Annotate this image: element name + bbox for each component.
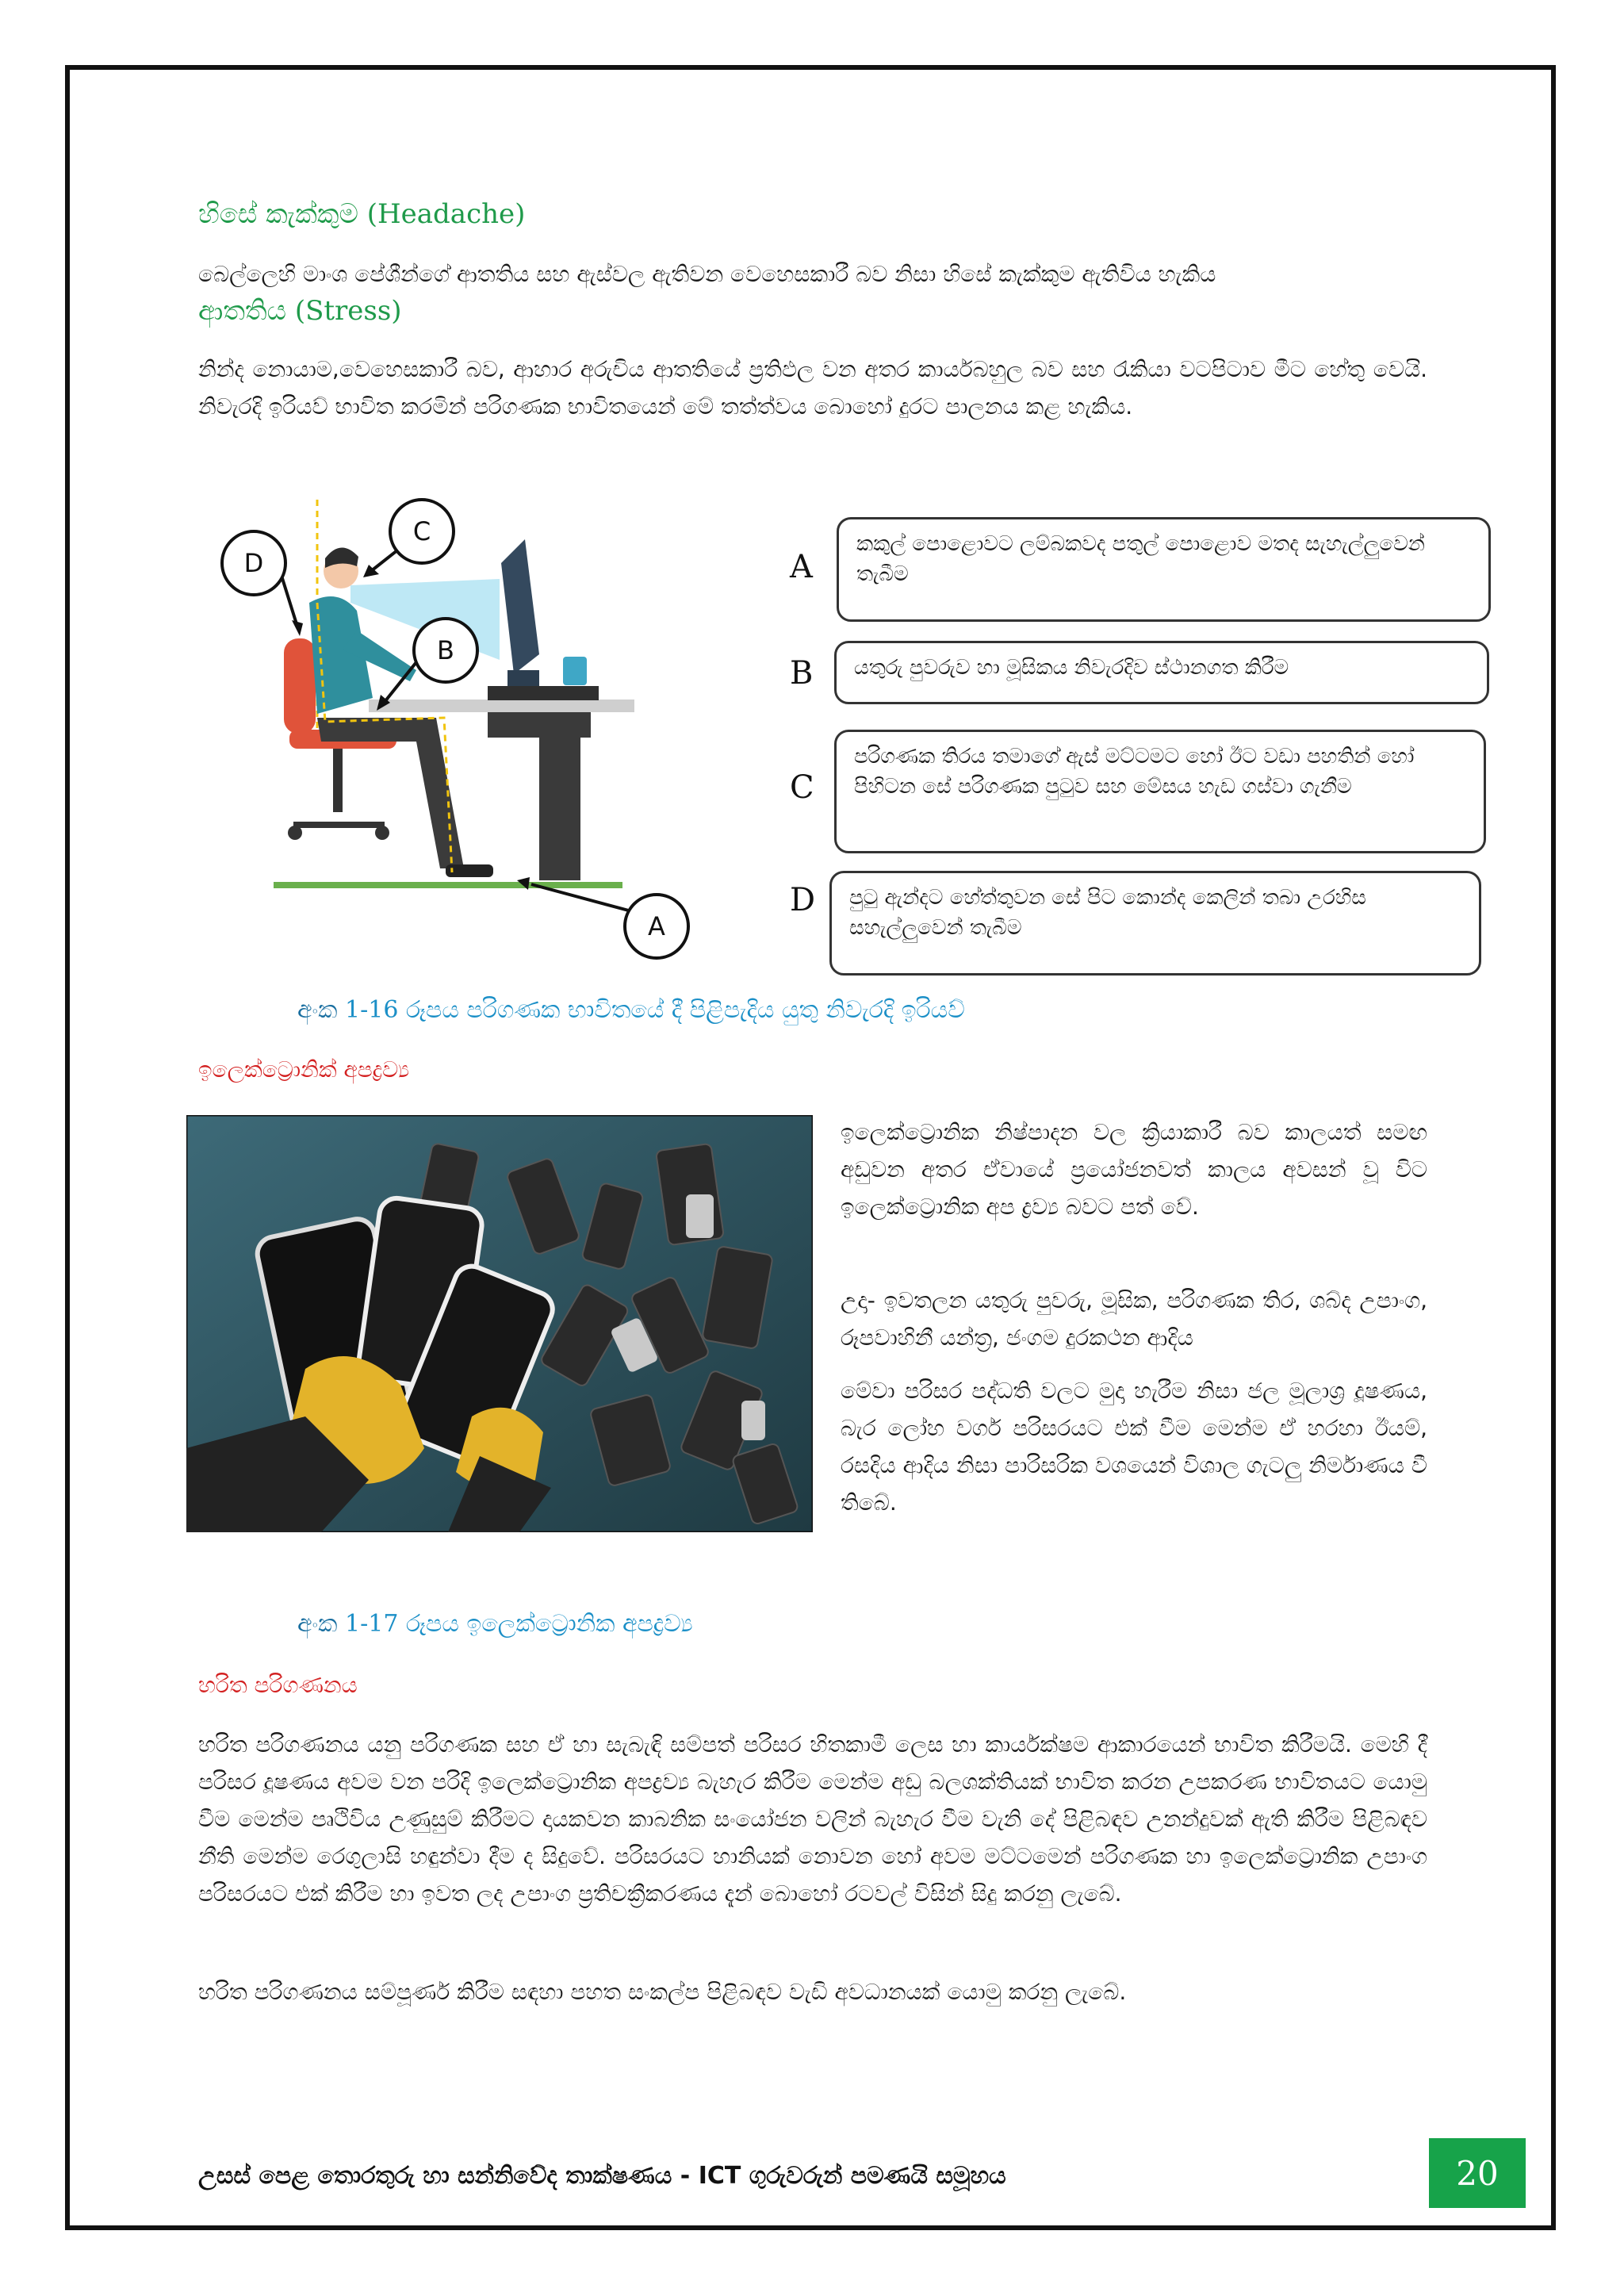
caption-number: 1-16 — [345, 996, 399, 1024]
caption-number: 1-17 — [345, 1610, 399, 1638]
caption-prefix: අංක — [297, 996, 338, 1024]
tip-box-a: කකුල් පොළොවට ලම්බකවද පතුල් පොළොව මතද සැහැල්ලුවෙන් තැබීම — [837, 517, 1491, 622]
heading-headache: හිසේ කැක්කුම (Headache) — [198, 198, 526, 230]
marker-c: C — [412, 516, 431, 546]
page-number: 20 — [1429, 2138, 1526, 2208]
tip-letter-b: B — [790, 655, 814, 692]
tip-box-b: යතුරු පුවරුව හා මූසිකය නිවැරදිව ස්ථානගත කිරීම — [834, 641, 1489, 704]
paragraph-stress: නින්ද නොයාම,වෙහෙසකාරී බව, ආහාර අරුචිය ආතතියේ ප්‍රතිඵල වන අතර කාර්යබහුල බව සහ රැකියා වටපිටාව මීට හේතු වෙයි. නිවැරදි ඉරියව් භාවිත කරමින් පරිගණක භාවිතයෙන් මේ තත්ත්වය බොහෝ දුරට පාලනය කළ හැකිය. — [198, 356, 1427, 420]
tip-box-c: පරිගණක තිරය තමාගේ ඇස් මට්ටමට හෝ ඊට වඩා පහතින් හෝ පිහිටන සේ පරිගණක පුටුව සහ මේසය හැඩ ගස්වා ගැනීම — [834, 730, 1486, 853]
paragraph-ewaste-1: ඉලෙක්ට්‍රොනික නිෂ්පාදන වල ක්‍රියාකාරී බව කාලයත් සමඟ අඩුවන අතර ඒවායේ ප්‍රයෝජනවත් කාලය අවසන් වූ විට ඉලෙක්ට්‍රොනික අප ද්‍රව්‍ය බවට පත් වේ. — [841, 1119, 1427, 1220]
marker-d: D — [243, 548, 264, 578]
tip-letter-d: D — [790, 882, 816, 918]
paragraph-ewaste-2: උදා- ඉවතලන යතුරු පුවරු, මූසික, පරිගණක තිර, ශබ්ද උපාංග, රූපවාහිනී යන්ත්‍ර, ජංගම දුරකථන ආදිය — [841, 1287, 1427, 1351]
paragraph-green-2: හරිත පරිගණනය සම්පූර්ණ කිරීම සඳහා පහත සංකල්ප පිළිබඳව වැඩි අවධානයක් යොමු කරනු ලැබේ. — [198, 1979, 1127, 2005]
marker-a: A — [648, 911, 665, 941]
tip-letter-c: C — [790, 769, 814, 806]
figure-caption-17 — [297, 1610, 693, 1638]
paragraph-headache: බෙල්ලෙහි මාංශ පේශීන්ගේ ආතතිය සහ ඇස්වල ඇතිවන වෙහෙසකාරී බව නිසා හිසේ කැක්කුම ඇතිවිය හැකිය — [198, 261, 1216, 287]
caption-text: රූපය ඉලෙක්ට්‍රොනික අපද්‍රව්‍ය — [405, 1610, 693, 1638]
figure-caption-16 — [297, 996, 965, 1024]
paragraph-green-1: හරිත පරිගණනය යනු පරිගණක සහ ඒ හා සැබැඳි සම්පත් පරිසර හිතකාමී ලෙස හා කාර්යක්ෂම ආකාරයෙන් භාවිත කිරීමයි. මෙහි දී පරිසර දූෂණය අවම වන පරිදි ඉලෙක්ට්‍රොනික අපද්‍රව්‍ය බැහැර කිරීම මෙන්ම අඩු බලශක්තියක් භාවිත කරන උපකරණ භාවිතයට යොමු වීම මෙන්ම පෘථිවිය උණුසුම් කිරීමට දායකවන කාබනික සංයෝජන වලින් බැහැර වීම වැනි දේ පිළිබඳව උනන්දුවක් ඇති කිරීම පිළිබඳව නීති මෙන්ම රෙගුලාසි හඳුන්වා දීම ද සිදුවේ. පරිසරයට හානියක් නොවන හෝ අවම මට්ටමෙන් පරිගණක හා ඉලෙක්ට්‍රොනික උපාංග පරිසරයට එක් කිරීම හා ඉවත ලද උපාංග ප්‍රතිචක්‍රීකරණය දැන් බොහෝ රටවල් විසින් සිදු කරනු ලැබේ. — [198, 1731, 1427, 1907]
heading-green-computing: හරිත පරිගණනය — [198, 1672, 358, 1698]
marker-b: B — [437, 635, 454, 665]
heading-stress: ආතතිය (Stress) — [198, 295, 402, 327]
ewaste-photo — [186, 1115, 813, 1532]
caption-prefix: අංක — [297, 1610, 338, 1638]
tip-letter-a: A — [790, 549, 813, 585]
posture-illustration — [214, 492, 722, 968]
caption-text: රූපය පරිගණක භාවිතයේ දී පිළිපැදිය යුතු නිවැරදි ඉරියව් — [405, 996, 965, 1024]
footer-text: උසස් පෙළ තොරතුරු හා සන්නිවේද තාක්ෂණය - ICT ගුරුවරුන් පමණයි සමූහය — [198, 2162, 1006, 2190]
paragraph-ewaste-3: මේවා පරිසර පද්ධති වලට මුදා හැරීම නිසා ජල මූලාශ්‍ර දූෂණය, බැර ලෝහ වර්ග පරිසරයට එක් වීම මෙන්ම ඒ හරහා ඊයම්, රසදිය ආදිය නිසා පාරිසරික වශයෙන් විශාල ගැටලු නිර්මාණය වී තිබේ. — [841, 1378, 1427, 1516]
tip-box-d: පුටු ඇන්දට හේත්තුවන සේ පිට කොන්ද කෙලින් තබා උරහිස සහැල්ලුවෙන් තැබීම — [829, 871, 1481, 976]
heading-ewaste: ඉලෙක්ට්‍රොනික් අපද්‍රව්‍ය — [198, 1056, 410, 1083]
